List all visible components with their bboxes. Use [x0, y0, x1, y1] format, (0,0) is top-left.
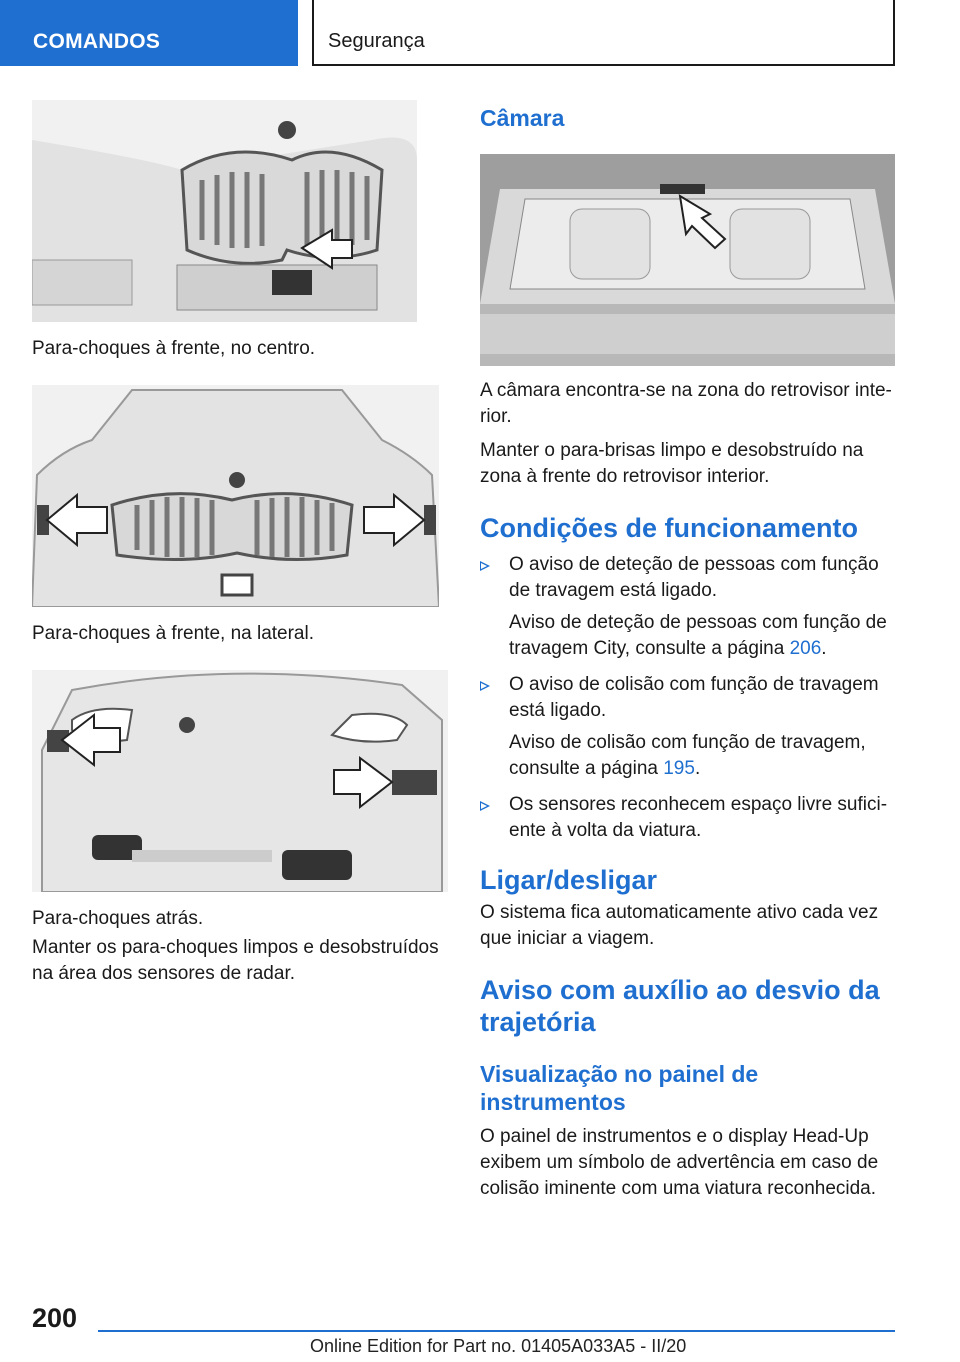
list-item: O aviso de deteção de pessoas com função de travagem está ligado. Aviso de deteção de pessoas com função de travagem City, consulte a página 206.	[480, 552, 895, 662]
page-number: 200	[32, 1303, 78, 1333]
chapter-tab: COMANDOS	[0, 0, 298, 66]
list-item: Os sensores reconhecem espaço livre sufici-ente à volta da viatura.	[480, 792, 895, 844]
list-item: O aviso de colisão com função de travagem está ligado. Aviso de colisão com função de travagem, consulte a página 195.	[480, 672, 895, 782]
front-side-bumper-image	[32, 385, 439, 607]
page-link-206[interactable]: 206	[789, 638, 822, 659]
bullet-triangle-icon	[480, 681, 490, 691]
camera-location-text: A câmara encontra-se na zona do retrovisor inte-rior.	[480, 380, 892, 427]
clean-bumpers-note: Manter os para-choques limpos e desobstruídos na área dos sensores de radar.	[32, 937, 439, 984]
onoff-text: O sistema fica automaticamente ativo cada vez que iniciar a viagem.	[480, 902, 879, 949]
display-text: O painel de instrumentos e o display Head-Up exibem um símbolo de advertência em caso de colisão iminente com uma viatura reconhecida.	[480, 1126, 879, 1199]
onoff-heading: Ligar/desligar	[480, 865, 658, 895]
conditions-list	[480, 552, 895, 844]
display-subheading: Visualização no painel de instrumentos	[480, 1061, 759, 1115]
caption-front-side: Para-choques à frente, na lateral.	[32, 623, 315, 644]
caption-rear: Para-choques atrás.	[32, 908, 204, 929]
lane-warning-heading: Aviso com auxílio ao desvio da trajetória	[480, 975, 880, 1037]
camera-clean-text: Manter o para-brisas limpo e desobstruído na zona à frente do retrovisor interior.	[480, 440, 864, 487]
bullet-triangle-icon	[480, 561, 490, 571]
footer-divider	[98, 1330, 895, 1332]
front-center-bumper-image	[32, 100, 417, 322]
camera-heading: Câmara	[480, 105, 565, 131]
right-column	[480, 100, 895, 1202]
caption-front-center: Para-choques à frente, no centro.	[32, 338, 316, 359]
page-link-195[interactable]: 195	[663, 758, 695, 779]
rear-bumper-image	[32, 670, 448, 892]
edition-note: Online Edition for Part no. 01405A033A5 - II/20	[310, 1336, 687, 1356]
conditions-heading: Condições de funcionamento	[480, 513, 859, 543]
left-column	[32, 100, 448, 987]
camera-location-image	[480, 154, 895, 366]
bullet-triangle-icon	[480, 801, 490, 811]
section-title: Segurança	[312, 0, 895, 66]
